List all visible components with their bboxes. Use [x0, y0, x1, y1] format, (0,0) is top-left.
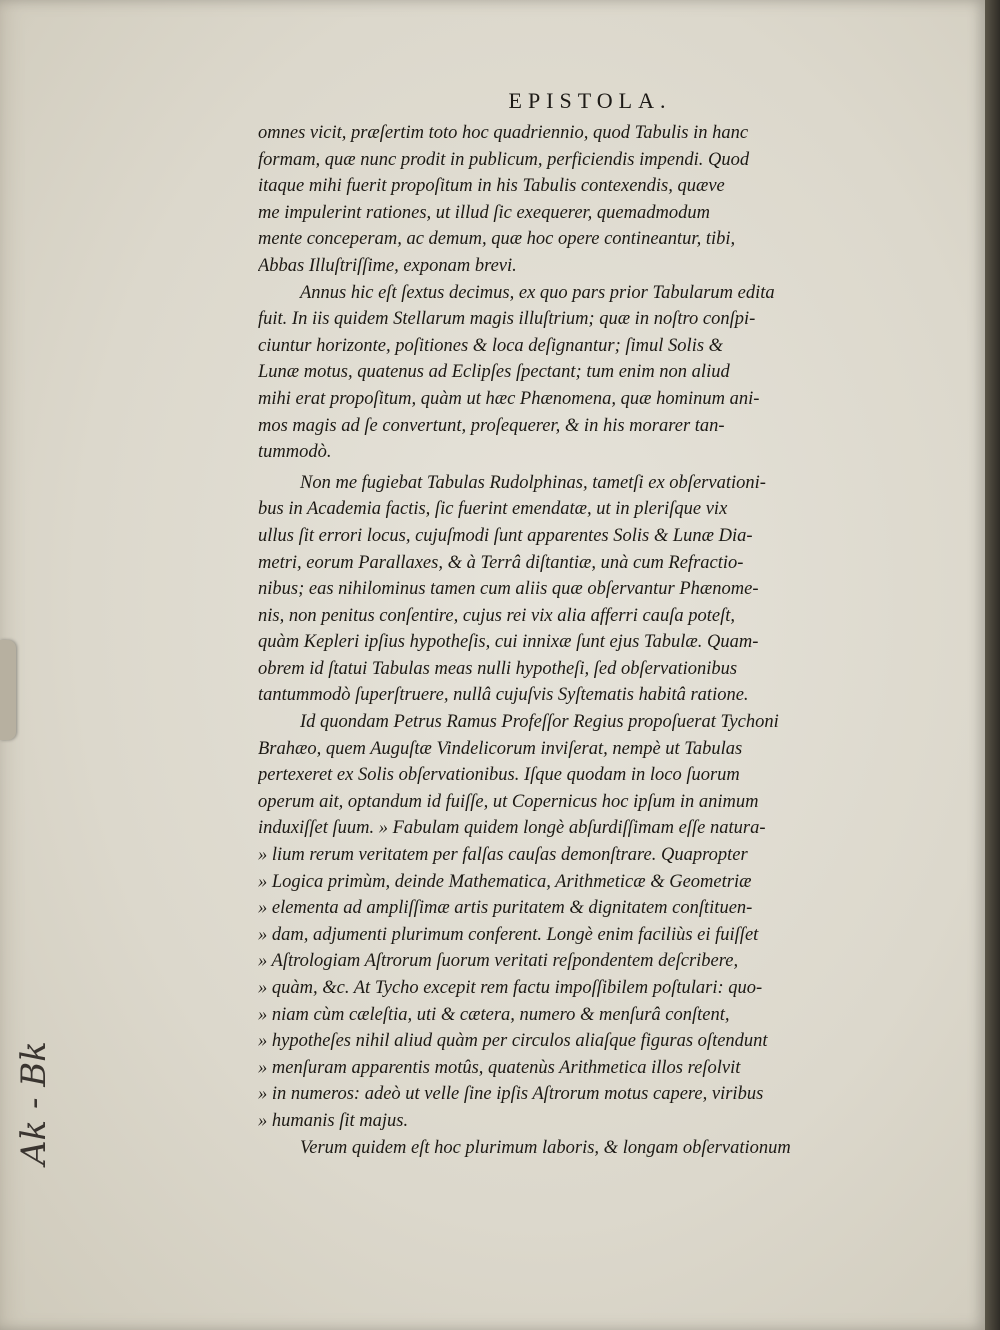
text-line: » menſuram apparentis motûs, quatenùs Arithmetica illos reſolvit — [258, 1057, 741, 1078]
text-line: Annus hic eſt ſextus decimus, ex quo pars prior Tabularum edita — [300, 282, 775, 303]
text-line: » quàm, &c. At Tycho excepit rem factu impoſſibilem poſtulari: quo- — [258, 978, 763, 998]
text-line: operum ait, optandum id fuiſſe, ut Copernicus hoc ipſum in animum — [258, 791, 759, 812]
text-line: fuit. In iis quidem Stellarum magis illuſtrium; quæ in noſtro conſpi- — [258, 309, 756, 330]
text-line: » dam, adjumenti plurimum conferent. Longè enim faciliùs ei fuiſſet — [258, 924, 759, 945]
text-line: itaque mihi fuerit propoſitum in his Tabulis contexendis, quæve — [258, 176, 725, 197]
text-line: » niam cùm cæleſtia, uti & cætera, numero & menſurâ conſtent, — [258, 1004, 730, 1025]
text-line: Id quondam Petrus Ramus Profeſſor Regius propoſuerat Tychoni — [300, 712, 779, 733]
text-line: Lunæ motus, quatenus ad Eclipſes ſpectant; tum enim non aliud — [258, 362, 730, 383]
text-line: metri, eorum Parallaxes, & à Terrâ diſtantiæ, unà cum Refractio- — [258, 552, 744, 573]
text-line: mos magis ad ſe convertunt, proſequerer, & in his morarer tan- — [258, 415, 725, 436]
text-line: » Aſtrologiam Aſtrorum ſuorum veritati reſpondentem deſcribere, — [258, 951, 739, 972]
text-line: ullus ſit errori locus, cujuſmodi ſunt apparentes Solis & Lunæ Dia- — [258, 525, 753, 546]
text-line: » elementa ad ampliſſimæ artis puritatem & dignitatem conſtituen- — [258, 898, 753, 919]
text-line: mente conceperam, ac demum, quæ hoc opere contineantur, tibi, — [258, 229, 736, 250]
text-line: Abbas Illuſtriſſime, exponam brevi. — [258, 255, 517, 276]
book-gutter — [985, 0, 1000, 1330]
text-line: nis, non penitus conſentire, cujus rei vix alia afferri cauſa poteſt, — [258, 605, 735, 626]
text-line: » in numeros: adeò ut velle ſine ipſis Aſtrorum motus capere, viribus — [258, 1084, 764, 1105]
page-tab-marker — [0, 640, 16, 740]
text-line: omnes vicit, præſertim toto hoc quadriennio, quod Tabulis in hanc — [258, 123, 749, 143]
text-line: Non me fugiebat Tabulas Rudolphinas, tametſi ex obſervationi- — [300, 472, 766, 493]
handwritten-shelfmark: Ak - Bk — [14, 1041, 54, 1165]
text-line: tantummodò ſuperſtruere, nullâ cujuſvis Syſtematis habitâ ratione. — [258, 685, 749, 706]
text-line: » Logica primùm, deinde Mathematica, Arithmeticæ & Geometriæ — [258, 871, 752, 892]
text-line: » lium rerum veritatem per falſas cauſas demonſtrare. Quapropter — [258, 845, 748, 866]
text-line: Brahæo, quem Auguſtæ Vindelicorum inviſerat, nempè ut Tabulas — [258, 738, 743, 759]
text-line: Verum quidem eſt hoc plurimum laboris, & longam obſervationum — [300, 1137, 791, 1158]
text-line: » hypotheſes nihil aliud quàm per circulos aliaſque figuras oſtendunt — [258, 1031, 768, 1052]
text-line: induxiſſet ſuum. » Fabulam quidem longè abſurdiſſimam eſſe natura- — [258, 818, 766, 839]
text-line: quàm Kepleri ipſius hypotheſis, cui innixæ ſunt ejus Tabulæ. Quam- — [258, 632, 759, 653]
running-head: EPISTOLA. — [508, 88, 672, 113]
text-line: » humanis ſit majus. — [258, 1110, 409, 1131]
text-block — [258, 120, 906, 1161]
text-line: nibus; eas nihilominus tamen cum aliis quæ obſervantur Phænome- — [258, 579, 759, 600]
text-line: obrem id ſtatui Tabulas meas nulli hypotheſi, ſed obſervationibus — [258, 658, 738, 679]
text-line: tummodò. — [258, 442, 332, 463]
text-line: bus in Academia factis, ſic fuerint emendatæ, ut in pleriſque vix — [258, 499, 728, 520]
text-line: pertexeret ex Solis obſervationibus. Iſque quodam in loco ſuorum — [258, 765, 740, 786]
text-line: mihi erat propoſitum, quàm ut hæc Phænomena, quæ hominum ani- — [258, 388, 760, 409]
text-line: me impulerint rationes, ut illud ſic exequerer, quemadmodum — [258, 202, 710, 223]
text-line: ciuntur horizonte, poſitiones & loca deſignantur; ſimul Solis & — [258, 335, 724, 356]
text-line: formam, quæ nunc prodit in publicum, perficiendis impendi. Quod — [258, 149, 750, 170]
